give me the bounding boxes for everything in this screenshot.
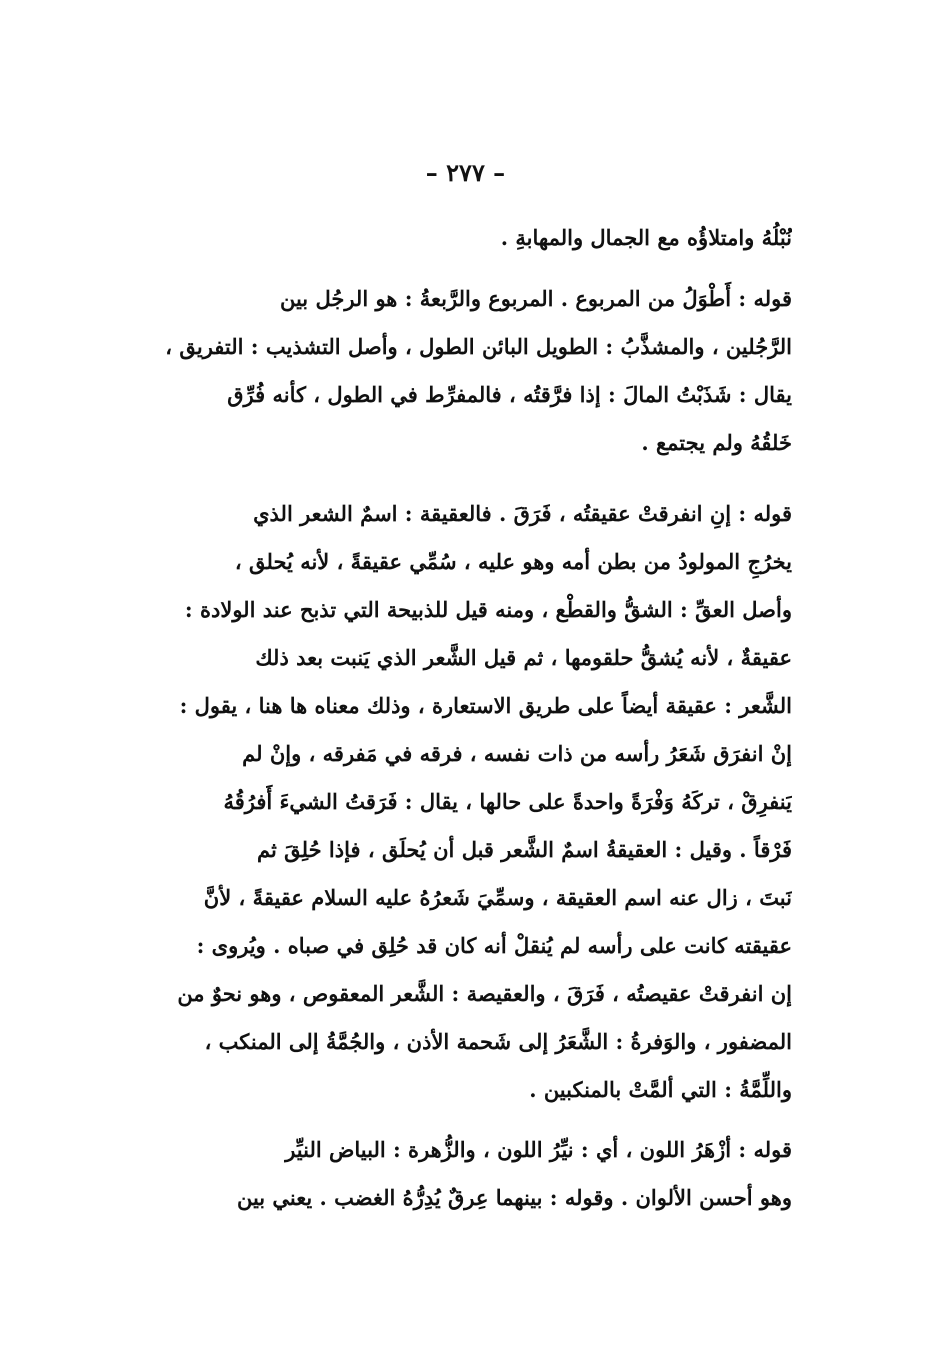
paragraph-1 — [150, 214, 792, 262]
text-line: قوله : أَطْوَلُ من المربوع . المربوع والرَّبعةُ : هو الرجُل بين — [279, 286, 792, 311]
text-line: وأصل العقِّ : الشقُّ والقطْع ، ومنه قيل للذبيحة التي تذبح عند الولادة : — [184, 597, 792, 622]
text-line: الرَّجُلين ، والمشذَّبُ : الطويل البائن الطول ، وأصل التشذيب : التفريق ، — [165, 334, 792, 359]
text-line: نُبْلُهُ وامتلاؤُه مع الجمال والمهابةِ . — [500, 225, 792, 250]
page-number: – ٢٧٧ – — [425, 158, 506, 187]
text-line: يَنفرِقْ ، تركَهُ وَفْرَةً واحدةً على حالها ، يقال : فَرَقتُ الشيءَ أَفرُقُهُ — [223, 789, 792, 814]
text-line: واللِّمَّةُ : التي ألمَّتْ بالمنكبين . — [529, 1077, 792, 1102]
text-line: يقال : شَذَبْتُ المالَ : إذا فرَّقتُه ، فالمفرِّط في الطول ، كأنه فُرِّق — [227, 382, 792, 407]
text-line: فَرْقاً . وقيل : العقيقةُ اسمٌ الشَّعر قبل أن يُحلَق ، فإذا حُلِقَ ثم — [257, 837, 792, 862]
text-line: قوله : إنِ انفرقتْ عقيقتُه ، فَرَقَ . فالعقيقة : اسمٌ الشعر الذي — [253, 501, 792, 526]
text-line: إنْ انفرَق شَعَرُ رأسه من ذات نفسه ، فرقه في مَفرقه ، وإنْ لم — [242, 741, 792, 766]
text-line: نَبتَ ، زال عنه اسم العقيقة ، وسمِّيَ شَعرُهُ عليه السلام عقيقةً ، لأنَّ — [203, 885, 792, 910]
paragraph-2 — [150, 275, 792, 467]
text-line: خَلقُهُ ولم يجتمع . — [641, 430, 792, 455]
text-line: وهو أحسن الألوان . وقوله : بينهما عِرقٌ يُدِرُّهُ الغضب . يعني بين — [236, 1185, 792, 1210]
text-line: يخرُجِ المولودُ من بطن أمه وهو عليه ، سُمِّي عقيقةً ، لأنه يُحلق ، — [234, 549, 792, 574]
paragraph-3 — [150, 490, 792, 1114]
text-line: المضفور ، والوَفرةُ : الشَّعَرُ إلى شَحمة الأذن ، والجُمَّةُ إلى المنكب ، — [204, 1029, 792, 1054]
text-line: عقيقته كانت على رأسه لم يُنقلْ أنه كان قد حُلِق في صباه . ويُروى : — [196, 933, 792, 958]
text-line: الشَّعر : عقيقة أيضاً على طريق الاستعارة ، وذلك معناه ها هنا ، يقول : — [179, 693, 792, 718]
paragraph-4 — [150, 1126, 792, 1222]
text-line: قوله : أزْهَرُ اللون ، أي : نيِّرُ اللون ، والزُّهرة : البياض النيِّر — [285, 1137, 792, 1162]
text-line: عقيقةٌ ، لأنه يُشقُّ حلقومها ، ثم قيل الشَّعر الذي يَنبت بعد ذلك — [255, 645, 792, 670]
text-line: إن انفرقتْ عقيصتُه ، فَرَقَ ، والعقيصة : الشَّعر المعقوص ، وهو نحوٌ من — [177, 981, 792, 1006]
